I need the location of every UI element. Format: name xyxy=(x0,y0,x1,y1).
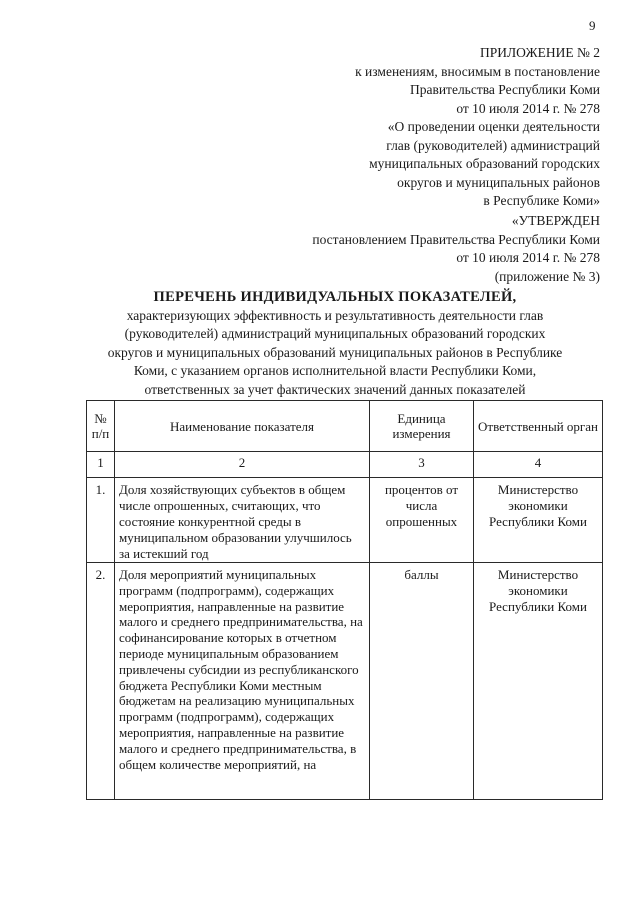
row-num: 1. xyxy=(87,478,115,563)
header-num: № п/п xyxy=(87,401,115,452)
approval-block xyxy=(180,212,600,286)
approval-line: от 10 июля 2014 г. № 278 xyxy=(456,250,600,265)
row-unit: баллы xyxy=(370,563,474,800)
appendix-line: ПРИЛОЖЕНИЕ № 2 xyxy=(479,45,600,60)
header-name: Наименование показателя xyxy=(115,401,370,452)
appendix-line: Правительства Республики Коми xyxy=(409,82,600,97)
row-org: Министерство экономики Республики Коми xyxy=(474,563,603,800)
approval-line: «УТВЕРЖДЕН xyxy=(511,213,600,228)
approval-line: постановлением Правительства Республики Коми xyxy=(312,231,600,247)
document-title xyxy=(70,288,600,399)
column-number: 3 xyxy=(370,452,474,478)
approval-line: (приложение № 3) xyxy=(494,268,600,284)
row-name: Доля мероприятий муниципальных программ (подпрограмм), содержащих мероприятия, направленные на развитие малого и среднего предпринимательства, на софинансирование которых в отчетном периоде муниципальным образованием привлечены субсидии из республиканского бюджета Республики Коми местным бюджетам на реализацию муниципальных программ (подпрограмм), содержащих мероприятия, направленные на развитие малого и среднего предпринимательства, в общем количестве мероприятий, на xyxy=(115,563,370,800)
appendix-line: от 10 июля 2014 г. № 278 xyxy=(456,100,600,116)
appendix-line: «О проведении оценки деятельности xyxy=(387,119,600,134)
title-subtitle-line: ответственных за учет фактических значений данных показателей xyxy=(144,381,526,397)
appendix-header xyxy=(180,44,600,211)
row-name: Доля хозяйствующих субъектов в общем числе опрошенных, считающих, что состояние конкурентной среды в муниципальном образовании улучшилось за истекший год xyxy=(115,478,370,563)
table-header-row xyxy=(87,401,603,452)
header-unit: Единица измерения xyxy=(370,401,474,452)
column-number: 1 xyxy=(87,452,115,478)
header-org: Ответственный орган xyxy=(474,401,603,452)
row-num: 2. xyxy=(87,563,115,800)
column-number: 2 xyxy=(115,452,370,478)
table-row xyxy=(87,563,603,800)
title-subtitle-line: характеризующих эффективность и результативность деятельности глав xyxy=(126,307,544,323)
title-subtitle-line: Коми, с указанием органов исполнительной власти Республики Коми, xyxy=(133,363,537,378)
indicators-table xyxy=(86,400,603,800)
page-number: 9 xyxy=(589,18,596,33)
column-number: 4 xyxy=(474,452,603,478)
column-number-row xyxy=(87,452,603,478)
title-subtitle-line: (руководителей) администраций муниципальных образований городских xyxy=(124,326,546,341)
appendix-line: округов и муниципальных районов xyxy=(397,174,600,190)
table-row xyxy=(87,478,603,563)
title-subtitle-line: округов и муниципальных образований муниципальных районов в Республике xyxy=(107,344,563,360)
title-heading: ПЕРЕЧЕНЬ ИНДИВИДУАЛЬНЫХ ПОКАЗАТЕЛЕЙ, xyxy=(153,289,517,305)
appendix-line: в Республике Коми» xyxy=(483,193,600,208)
appendix-line: муниципальных образований городских xyxy=(369,156,600,171)
row-org: Министерство экономики Республики Коми xyxy=(474,478,603,563)
appendix-line: глав (руководителей) администраций xyxy=(386,137,600,153)
row-unit: процентов от числа опрошенных xyxy=(370,478,474,563)
appendix-line: к изменениям, вносимым в постановление xyxy=(355,63,600,79)
